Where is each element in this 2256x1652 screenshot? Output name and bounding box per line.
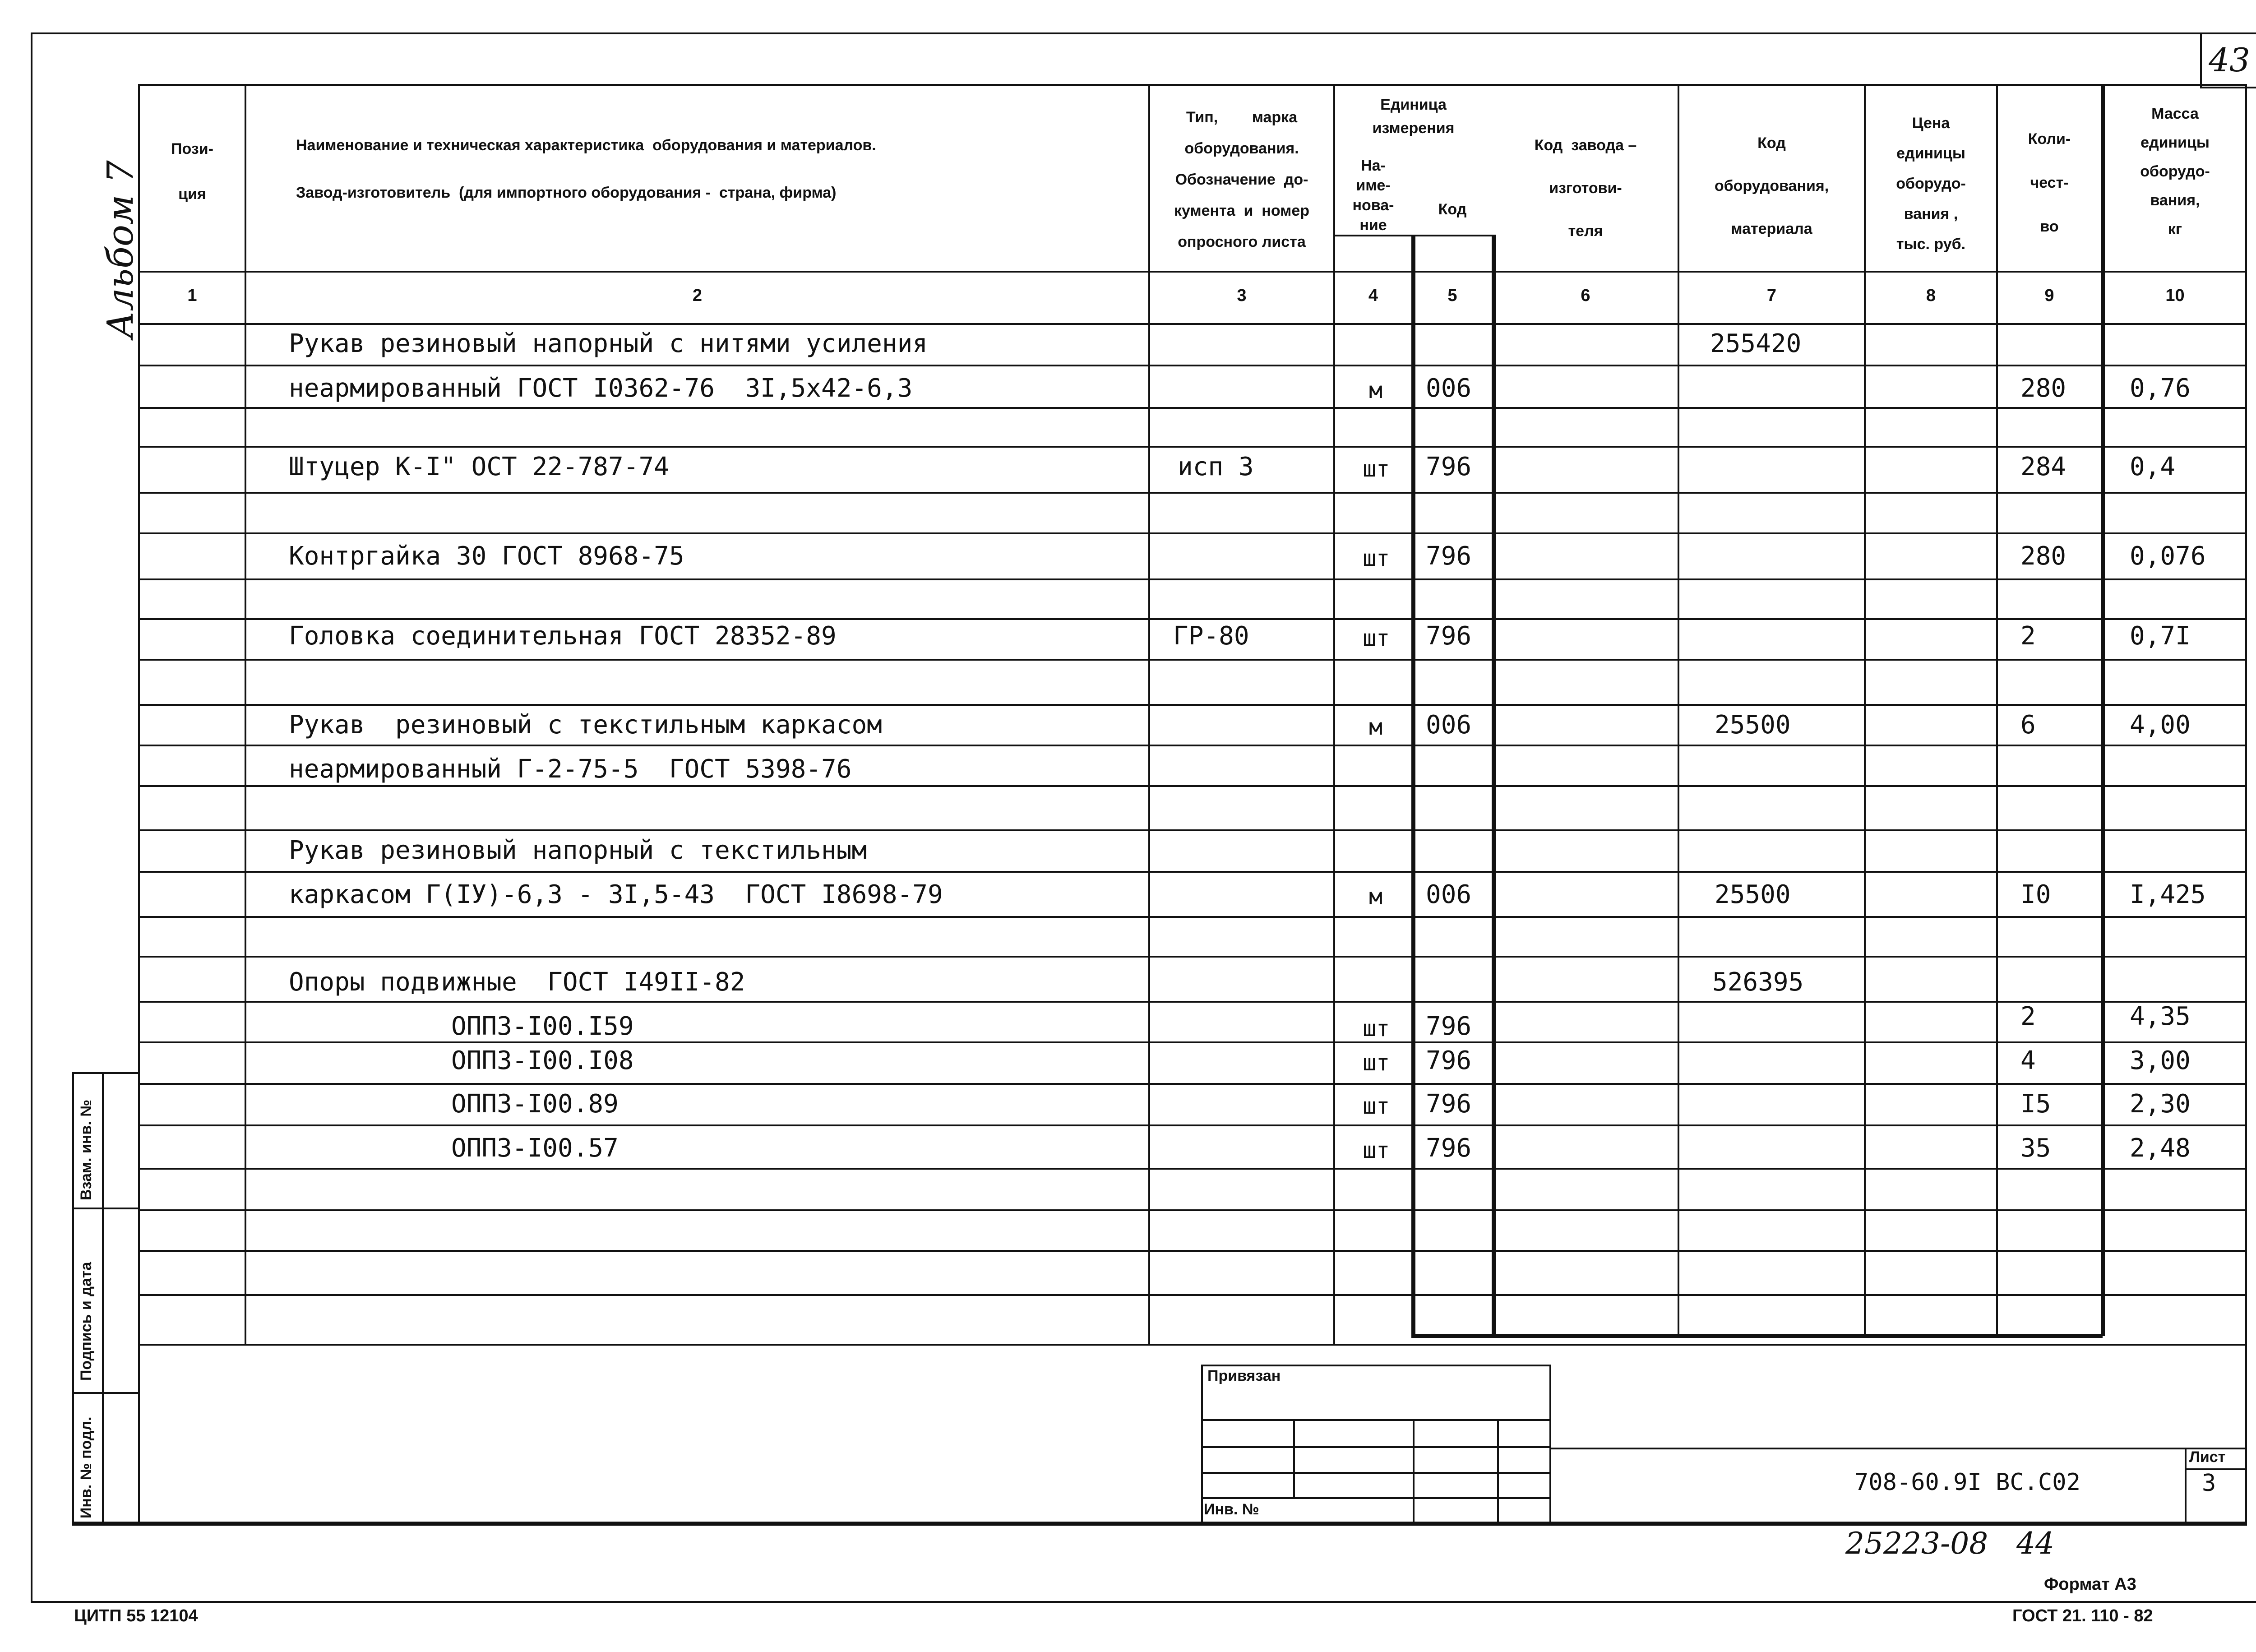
row-name: ОПП3-I00.89 [451, 1089, 619, 1119]
header-name-line2: Завод-изготовитель (для импортного оборудования - страна, фирма) [296, 184, 837, 201]
citp-code: ЦИТП 55 12104 [74, 1606, 198, 1625]
row-mass: 2,48 [2130, 1134, 2191, 1163]
row-name: Опоры подвижные ГОСТ I49II-82 [289, 967, 745, 997]
format-label: Формат А3 [2044, 1575, 2136, 1594]
row-mass: 0,4 [2130, 452, 2176, 481]
row-quantity: I0 [2020, 880, 2051, 909]
header-type: Тип, марка оборудования. Обозначение до- кумента и номер опросного листа [1174, 109, 1309, 250]
header-unit: Единица измерения [1372, 96, 1455, 137]
row-quantity: 6 [2020, 710, 2036, 740]
row-unit: шт [1363, 456, 1390, 482]
vzam-inv-label: Взам. инв. № [78, 1099, 95, 1200]
page-number: 43 [2209, 41, 2250, 79]
row-code: 796 [1426, 621, 1472, 651]
row-mass: 3,00 [2130, 1046, 2191, 1075]
album-label: Альбом 7 [99, 160, 141, 338]
header-unit-code: Код [1438, 201, 1467, 218]
row-unit: шт [1363, 625, 1390, 651]
row-mass: 0,76 [2130, 374, 2191, 403]
row-unit: шт [1363, 1015, 1390, 1041]
row-quantity: I5 [2020, 1089, 2051, 1119]
row-name: ОПП3-I00.I59 [451, 1012, 634, 1041]
row-unit: м [1369, 714, 1383, 740]
inv-number-label: Инв. № [1204, 1501, 1259, 1518]
handwritten-number: 25223-08 44 [1845, 1526, 2055, 1561]
signature-date-label: Подпись и дата [78, 1262, 95, 1381]
column-number: 9 [2044, 286, 2054, 305]
row-material-code: 255420 [1710, 329, 1802, 358]
row-mass: 4,00 [2130, 710, 2191, 740]
row-mass: 0,7I [2130, 621, 2191, 651]
row-mass: I,425 [2130, 880, 2206, 909]
row-code: 006 [1426, 374, 1472, 403]
row-code: 796 [1426, 452, 1472, 481]
header-position: Пози- ция [171, 140, 213, 203]
row-quantity: 2 [2020, 621, 2036, 651]
header-material-code: Код оборудования, материала [1714, 134, 1829, 237]
document-code: 708-60.9I ВС.С02 [1854, 1469, 2080, 1496]
row-material-code: 25500 [1715, 710, 1791, 740]
row-code: 796 [1426, 1089, 1472, 1119]
row-type: исп 3 [1178, 452, 1254, 481]
header-unit-name: На- име- нова- ние [1352, 157, 1394, 234]
row-name: неармированный Г-2-75-5 ГОСТ 5398-76 [289, 754, 852, 784]
row-unit: м [1369, 377, 1383, 403]
row-material-code: 25500 [1715, 880, 1791, 909]
row-name: Рукав резиновый напорный с текстильным [289, 836, 867, 865]
sheet-number: 3 [2202, 1470, 2216, 1497]
row-unit: шт [1363, 1137, 1390, 1163]
row-name: каркасом Г(IУ)-6,3 - 3I,5-43 ГОСТ I8698-79 [289, 880, 943, 909]
row-name: ОПП3-I00.I08 [451, 1046, 634, 1075]
row-code: 796 [1426, 1046, 1472, 1075]
column-number: 6 [1581, 286, 1590, 305]
column-number: 4 [1368, 286, 1378, 305]
header-mass: Масса единицы оборудо- вания, кг [2140, 105, 2210, 238]
row-code: 006 [1426, 880, 1472, 909]
row-name: Рукав резиновый с текстильным каркасом [289, 710, 882, 740]
row-mass: 0,076 [2130, 541, 2206, 571]
row-name: Контргайка 30 ГОСТ 8968-75 [289, 541, 684, 571]
privyazan-label: Привязан [1207, 1367, 1281, 1384]
row-unit: шт [1363, 1093, 1390, 1119]
row-mass: 4,35 [2130, 1002, 2191, 1031]
row-quantity: 4 [2020, 1046, 2036, 1075]
row-type: ГР-80 [1173, 621, 1249, 651]
row-unit: м [1369, 884, 1383, 910]
header-price: Цена единицы оборудо- вания , тыс. руб. [1896, 115, 1966, 253]
column-number: 1 [187, 286, 197, 305]
row-unit: шт [1363, 545, 1390, 571]
header-quantity: Коли- чест- во [2028, 130, 2071, 235]
column-number: 10 [2165, 286, 2185, 305]
row-mass: 2,30 [2130, 1089, 2191, 1119]
column-number: 7 [1766, 286, 1777, 305]
row-code: 796 [1426, 1134, 1472, 1163]
row-material-code: 526395 [1712, 967, 1804, 997]
row-name: Головка соединительная ГОСТ 28352-89 [289, 621, 837, 651]
column-number: 8 [1926, 286, 1936, 305]
gost-standard: ГОСТ 21. 110 - 82 [2012, 1606, 2153, 1625]
header-factory-code: Код завода – изготови- теля [1534, 137, 1637, 240]
header-name-line1: Наименование и техническая характеристика оборудования и материалов. [296, 137, 876, 154]
column-number: 2 [692, 286, 703, 305]
sheet-label: Лист [2189, 1448, 2226, 1466]
row-code: 006 [1426, 710, 1472, 740]
column-number: 3 [1237, 286, 1247, 305]
row-quantity: 280 [2020, 374, 2066, 403]
row-name: Рукав резиновый напорный с нитями усиления [289, 329, 928, 358]
row-quantity: 2 [2020, 1002, 2036, 1031]
row-quantity: 35 [2020, 1134, 2051, 1163]
row-name: Штуцер К-I" ОСТ 22-787-74 [289, 452, 669, 481]
row-quantity: 284 [2020, 452, 2066, 481]
row-name: неармированный ГОСТ I0362-76 3I,5х42-6,3 [289, 374, 913, 403]
row-unit: шт [1363, 1050, 1390, 1076]
row-code: 796 [1426, 541, 1472, 571]
inv-podl-label: Инв. № подл. [78, 1416, 95, 1518]
row-name: ОПП3-I00.57 [451, 1134, 619, 1163]
column-number: 5 [1447, 286, 1457, 305]
row-quantity: 280 [2020, 541, 2066, 571]
row-code: 796 [1426, 1012, 1472, 1041]
